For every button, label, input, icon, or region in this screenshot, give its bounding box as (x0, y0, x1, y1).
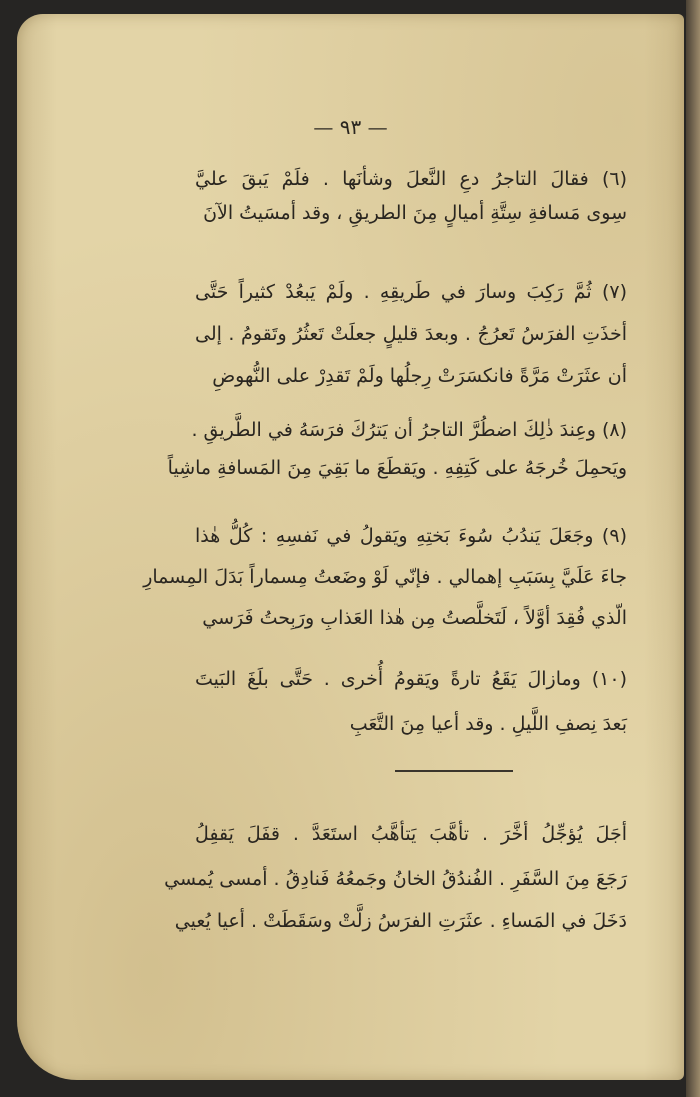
paragraph-line: (٧) ثُمَّ رَكِبَ وسارَ في طَريقِهِ . ولَمْ يَبعُدْ كثيراً حَتَّى (195, 281, 627, 303)
paragraph-8 (167, 411, 627, 487)
paragraph-6 (195, 162, 627, 230)
paragraph-line: سِوى مَسافةِ سِتَّةِ أميالٍ مِنَ الطريقِ ، وقد أمسَيتُ الآنَ (203, 202, 627, 224)
paragraph-line: جاءَ عَلَيَّ بِسَبَبِ إهمالي . فإنّي لَوْ وضَعتُ مِسماراً بَدَلَ المِسمارِ (143, 566, 627, 588)
vocabulary-line: رَجَعَ مِنَ السَّفَرِ . الفُندُقُ الخانُ وجَمعُهُ فَنادِقُ . أمسى يُمسي (164, 868, 627, 890)
paragraph-line: بَعدَ نِصفِ اللَّيلِ . وقد أعيا مِنَ التَّعَبِ (349, 713, 627, 735)
adjacent-page-edge (686, 0, 700, 1097)
page-number: — ٩٣ — (313, 115, 388, 139)
paragraph-line: (٨) وعِندَ ذٰلِكَ اضطُرَّ التاجرُ أن يَترُكَ فرَسَهُ في الطَّريقِ . (191, 419, 627, 441)
vocabulary-line: دَخَلَ في المَساءِ . عثَرَتِ الفرَسُ زلَّتْ وسَقَطَتْ . أعيا يُعيي (174, 910, 627, 932)
paragraph-line: (٩) وجَعَلَ يَندُبُ سُوءَ بَختِهِ ويَقولُ في نَفسِهِ : كُلُّ هٰذا (195, 525, 627, 547)
paragraph-line: ويَحمِلَ خُرجَهُ على كَتِفِهِ . ويَقطَعَ ما بَقِيَ مِنَ المَسافةِ ماشِياً (167, 457, 627, 479)
paragraph-line: (١٠) ومازالَ يَقَعُ تارةً ويَقومُ أُخرى . حَتَّى بلَغَ البَيتَ (195, 668, 627, 690)
book-page (17, 14, 684, 1080)
paragraph-10 (195, 657, 627, 747)
paragraph-line: (٦) فقالَ التاجرُ دعِ النَّعلَ وشأنَها . فلَمْ يَبقَ عليَّ (195, 168, 627, 190)
paragraph-line: الّذي فُقِدَ أوَّلاً ، لَتَخلَّصتُ مِن هٰذا العَذابِ ورَبِحتُ فَرَسي (202, 607, 627, 629)
paragraph-9 (143, 516, 627, 639)
paragraph-7 (195, 271, 627, 397)
paragraph-line: أخذَتِ الفرَسُ تَعرُجُ . وبعدَ قليلٍ جعلَتْ تَعثُرُ وتَقومُ . إلى (195, 323, 627, 345)
vocabulary-line: أجَلَ يُؤجِّلُ أخَّرَ . تأهَّبَ يَتأهَّبُ استَعَدَّ . قفَلَ يَقفِلُ (195, 823, 627, 845)
section-divider (395, 770, 513, 772)
paragraph-line: أن عثَرَتْ مَرَّةً فانكسَرَتْ رِجلُها ولَمْ تَقدِرْ على النُّهوضِ (212, 365, 627, 387)
